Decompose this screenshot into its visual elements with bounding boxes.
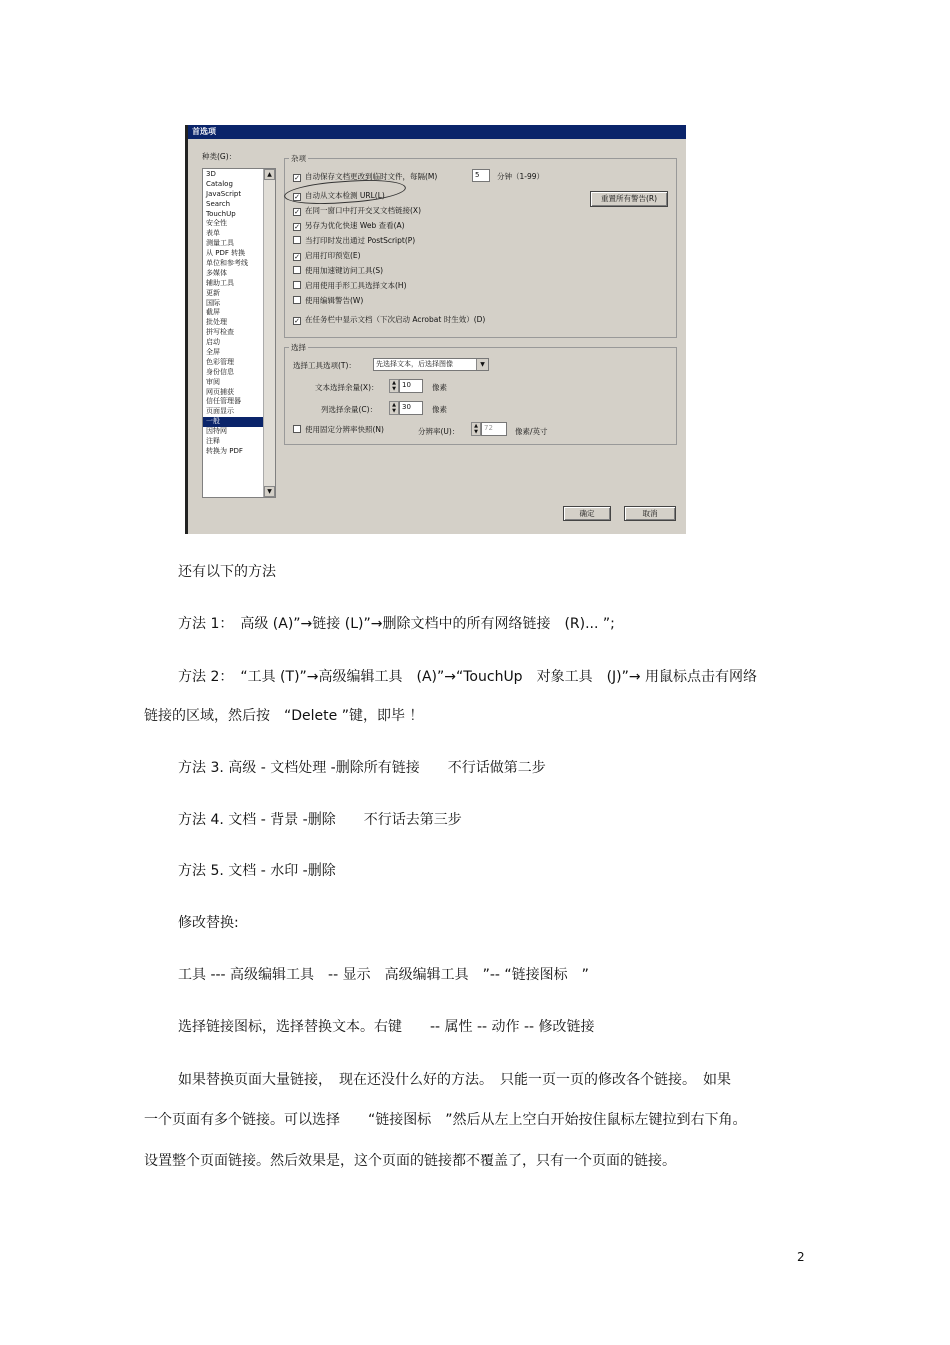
category-item[interactable]: 启动 bbox=[206, 338, 220, 347]
category-item[interactable]: 色彩管理 bbox=[206, 357, 234, 366]
category-item[interactable]: 国际 bbox=[206, 298, 220, 307]
text-method-2: 方法 2： “工具 (T)”→高级编辑工具 (A)”→“TouchUp 对象工具 (J)”→ 用鼠标点击有网络 bbox=[178, 669, 758, 685]
misc-option-label: 在任务栏中显示文档（下次启动 Acrobat 时生效）(D) bbox=[305, 315, 486, 324]
col-tolerance-label: 列选择余量(C)： bbox=[321, 405, 378, 414]
category-list[interactable] bbox=[202, 168, 276, 498]
text-tolerance-input[interactable]: 10 bbox=[399, 379, 423, 393]
category-item[interactable]: JavaScript bbox=[206, 189, 242, 198]
category-item[interactable]: Catalog bbox=[206, 179, 233, 188]
category-item[interactable]: 拼写检查 bbox=[206, 328, 234, 337]
category-item[interactable]: 从 PDF 转换 bbox=[206, 249, 246, 258]
category-item[interactable]: 安全性 bbox=[206, 219, 227, 228]
fixed-resolution-label: 使用固定分辨率快照(N) bbox=[305, 425, 384, 434]
category-item[interactable]: 身份信息 bbox=[206, 367, 234, 376]
misc-option-label: 启用打印预览(E) bbox=[305, 251, 361, 260]
category-item[interactable]: 截屏 bbox=[206, 308, 220, 317]
checkbox-icon[interactable] bbox=[293, 425, 301, 433]
misc-option-label: 使用加速键访问工具(S) bbox=[305, 266, 384, 275]
checkbox-icon[interactable]: ✓ bbox=[294, 223, 300, 231]
col-tolerance-unit: 像素 bbox=[432, 405, 447, 414]
select-group bbox=[284, 343, 677, 445]
category-label: 种类(G)： bbox=[202, 152, 237, 161]
misc-option-label: 另存为优化快速 Web 查看(A) bbox=[305, 221, 405, 230]
select-tool-label: 选择工具选项(T)： bbox=[293, 361, 356, 370]
category-item[interactable]: 因特网 bbox=[206, 427, 227, 436]
misc-option[interactable] bbox=[293, 250, 361, 261]
checkbox-icon[interactable]: ✓ bbox=[294, 193, 300, 201]
misc-option[interactable] bbox=[293, 265, 383, 276]
misc-option-label: 在同一窗口中打开交叉文档链接(X) bbox=[305, 206, 421, 215]
misc-option[interactable] bbox=[293, 220, 405, 231]
text-bulk-2: 一个页面有多个链接。可以选择 “链接图标 ”然后从左上空白开始按住鼠标左键拉到右下角。 bbox=[144, 1112, 747, 1128]
reset-warnings-button[interactable]: 重置所有警告(R) bbox=[590, 191, 668, 207]
scroll-down-icon[interactable]: ▼ bbox=[264, 486, 275, 497]
category-item[interactable]: 转换为 PDF bbox=[206, 446, 243, 455]
checkbox-icon[interactable] bbox=[293, 296, 301, 304]
resolution-spinner-icon[interactable]: ▲ ▼ bbox=[471, 422, 481, 436]
text-bulk-1: 如果替换页面大量链接， 现在还没什么好的方法。 只能一页一页的修改各个链接。 如果 bbox=[178, 1072, 731, 1088]
text-method-4: 方法 4. 文档 - 背景 -删除 不行话去第三步 bbox=[178, 812, 462, 828]
fixed-resolution-option[interactable] bbox=[293, 424, 384, 435]
text-modify-replace: 修改替换: bbox=[178, 915, 239, 931]
text-bulk-3: 设置整个页面链接。然后效果是，这个页面的链接都不覆盖了，只有一个页面的链接。 bbox=[144, 1153, 676, 1169]
select-tool-dropdown[interactable] bbox=[373, 358, 489, 371]
col-tolerance-input[interactable]: 30 bbox=[399, 401, 423, 415]
category-item[interactable]: 3D bbox=[206, 170, 216, 178]
ok-button[interactable]: 确定 bbox=[563, 506, 611, 521]
category-item[interactable]: 测量工具 bbox=[206, 239, 234, 248]
cancel-button[interactable]: 取消 bbox=[624, 506, 676, 521]
category-item[interactable]: TouchUp bbox=[206, 209, 236, 218]
autosave-minutes-input[interactable]: 5 bbox=[472, 169, 490, 182]
text-tolerance-unit: 像素 bbox=[432, 383, 447, 392]
page-number: 2 bbox=[797, 1250, 805, 1264]
category-item[interactable]: Search bbox=[206, 199, 231, 208]
category-item[interactable]: 注释 bbox=[206, 437, 220, 446]
resolution-input[interactable]: 72 bbox=[481, 422, 507, 436]
misc-option[interactable] bbox=[293, 205, 421, 216]
text-tools-path: 工具 --- 高级编辑工具 -- 显示 高级编辑工具 ”-- “链接图标 ” bbox=[178, 967, 589, 983]
preferences-dialog-screenshot bbox=[185, 125, 686, 534]
checkbox-icon[interactable] bbox=[293, 266, 301, 274]
text-line-1: 还有以下的方法 bbox=[178, 564, 276, 580]
text-method-1: 方法 1： 高级 (A)”→链接 (L)”→删除文档中的所有网络链接 (R)... ”; bbox=[178, 616, 615, 632]
checkbox-icon[interactable]: ✓ bbox=[294, 317, 300, 325]
category-item[interactable]: 审阅 bbox=[206, 377, 220, 386]
checkbox-icon[interactable]: ✓ bbox=[294, 208, 300, 216]
dialog-title: 首选项 bbox=[188, 125, 686, 139]
text-method-2-cont: 链接的区域，然后按 “Delete ”键，即毕 ！ bbox=[144, 708, 424, 724]
select-tool-value: 先选择文本，后选择图像 bbox=[376, 360, 453, 368]
misc-option[interactable] bbox=[293, 235, 415, 246]
autosave-unit: 分钟（1-99） bbox=[497, 172, 545, 181]
misc-option-label: 自动从文本检测 URL(L) bbox=[305, 191, 385, 200]
misc-option-label: 当打印时发出通过 PostScript(P) bbox=[305, 236, 416, 245]
misc-option-label: 启用使用手形工具选择文本(H) bbox=[305, 281, 407, 290]
category-item[interactable]: 多媒体 bbox=[206, 268, 227, 277]
scroll-up-icon[interactable]: ▲ bbox=[264, 169, 275, 180]
category-item[interactable]: 全屏 bbox=[206, 348, 220, 357]
checkbox-icon[interactable]: ✓ bbox=[294, 253, 300, 261]
category-item[interactable]: 表单 bbox=[206, 229, 220, 238]
category-item[interactable]: 批处理 bbox=[206, 318, 227, 327]
misc-option[interactable] bbox=[293, 280, 407, 291]
category-item[interactable]: 信任管理器 bbox=[206, 397, 241, 406]
misc-group-title: 杂项 bbox=[291, 154, 306, 163]
text-select-link: 选择链接图标，选择替换文本。右键 -- 属性 -- 动作 -- 修改链接 bbox=[178, 1019, 595, 1035]
checkbox-icon[interactable] bbox=[293, 236, 301, 244]
category-item[interactable]: 辅助工具 bbox=[206, 278, 234, 287]
text-method-3: 方法 3. 高级 - 文档处理 -删除所有链接 不行话做第二步 bbox=[178, 760, 546, 776]
resolution-label: 分辨率(U)： bbox=[418, 427, 460, 436]
category-item[interactable]: 更新 bbox=[206, 288, 220, 297]
category-item[interactable]: 页面显示 bbox=[206, 407, 234, 416]
checkbox-icon[interactable]: ✓ bbox=[294, 174, 300, 182]
checkbox-icon[interactable] bbox=[293, 281, 301, 289]
misc-option[interactable] bbox=[293, 295, 363, 306]
misc-option-label: 使用编辑警告(W) bbox=[305, 296, 364, 305]
text-tolerance-spinner-icon[interactable]: ▲ ▼ bbox=[389, 379, 399, 393]
misc-option-label: 自动保存文档更改到临时文件，每隔(M) bbox=[305, 172, 438, 181]
select-group-title: 选择 bbox=[291, 343, 306, 352]
category-item[interactable]: 一般 bbox=[203, 417, 268, 427]
resolution-unit: 像素/英寸 bbox=[515, 427, 548, 436]
text-method-5: 方法 5. 文档 - 水印 -删除 bbox=[178, 863, 336, 879]
chevron-down-icon[interactable]: ▼ bbox=[476, 359, 488, 370]
text-tolerance-label: 文本选择余量(X)： bbox=[315, 383, 379, 392]
category-item[interactable]: 单位和参考线 bbox=[206, 259, 248, 268]
misc-option[interactable] bbox=[293, 314, 485, 325]
col-tolerance-spinner-icon[interactable]: ▲ ▼ bbox=[389, 401, 399, 415]
category-scrollbar[interactable] bbox=[263, 169, 275, 497]
category-item[interactable]: 网页捕获 bbox=[206, 387, 234, 396]
